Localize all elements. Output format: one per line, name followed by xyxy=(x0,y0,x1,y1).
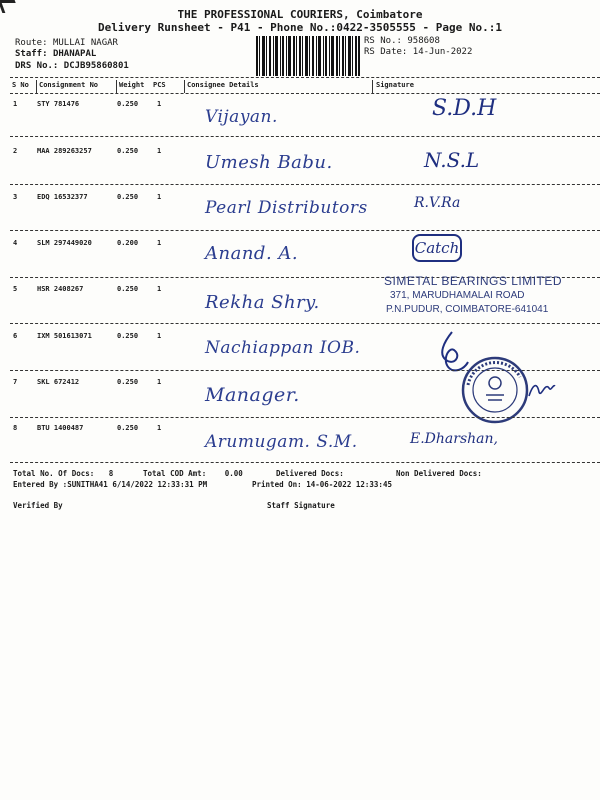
col-divider xyxy=(36,80,37,93)
entered-by-label: Entered By : xyxy=(13,480,68,489)
row-sno: 6 xyxy=(13,332,18,340)
col-divider xyxy=(116,80,117,93)
row-weight: 0.250 xyxy=(117,424,139,432)
row-consignee: Umesh Babu. xyxy=(205,152,333,173)
col-header-consignee: Consignee Details xyxy=(187,81,259,89)
row-weight: 0.250 xyxy=(117,285,139,293)
row-rule xyxy=(10,184,600,185)
row-signature: E.Dharshan, xyxy=(410,431,498,447)
row-pcs: 1 xyxy=(157,100,162,108)
row-weight: 0.200 xyxy=(117,239,139,247)
row-sno: 7 xyxy=(13,378,18,386)
route-value: MULLAI NAGAR xyxy=(52,38,118,48)
row-pcs: 1 xyxy=(157,147,162,155)
row-signature: Catch xyxy=(412,234,462,262)
row-pcs: 1 xyxy=(157,239,162,247)
row-consignment: HSR 2408267 xyxy=(37,285,84,293)
runsheet-subtitle: Delivery Runsheet - P41 - Phone No.:0422-3505555 - Page No.:1 xyxy=(98,21,502,34)
total-docs xyxy=(13,469,113,478)
printed-on-value: 14-06-2022 12:33:45 xyxy=(306,480,392,489)
row-consignment: SKL 672412 xyxy=(37,378,80,386)
staff-value: DHANAPAL xyxy=(52,49,97,59)
rs-no-value: 958608 xyxy=(407,36,440,46)
round-seal-icon xyxy=(460,355,530,425)
col-header-sno: S No xyxy=(12,81,29,89)
row-consignee: Manager. xyxy=(205,384,300,406)
barcode xyxy=(256,36,360,76)
row-consignee: Nachiappan IOB. xyxy=(205,338,361,358)
row-consignee: Arumugam. S.M. xyxy=(205,432,358,452)
row-signature: R.V.Ra xyxy=(414,195,461,211)
row-weight: 0.250 xyxy=(117,378,139,386)
company-stamp xyxy=(380,272,600,327)
cod-amount xyxy=(143,469,243,478)
row-weight: 0.250 xyxy=(117,332,139,340)
row-signature: N.S.L xyxy=(424,148,480,172)
row-consignee: Vijayan. xyxy=(205,107,278,127)
row-weight: 0.250 xyxy=(117,100,139,108)
row-consignee: Pearl Distributors xyxy=(205,198,368,218)
row-rule xyxy=(10,230,600,231)
rs-no-label: RS No.: xyxy=(364,36,402,46)
row-signature: S.D.H xyxy=(432,96,497,121)
row-pcs: 1 xyxy=(157,285,162,293)
row-consignment: BTU 1400487 xyxy=(37,424,84,432)
row-consignment: MAA 289263257 xyxy=(37,147,92,155)
rs-date-line xyxy=(364,47,472,57)
rs-no-line xyxy=(364,36,440,46)
scribble-signature-icon xyxy=(527,378,557,402)
stamp-line-3: P.N.PUDUR, COIMBATORE-641041 xyxy=(386,304,549,315)
drs-value: DCJB95860801 xyxy=(63,61,129,71)
rs-date-value: 14-Jun-2022 xyxy=(412,47,473,57)
row-pcs: 1 xyxy=(157,424,162,432)
delivered-docs: Delivered Docs: xyxy=(276,469,344,478)
row-sno: 1 xyxy=(13,100,18,108)
row-consignee: Anand. A. xyxy=(205,243,299,264)
rs-date-label: RS Date: xyxy=(364,47,408,57)
printed-on xyxy=(252,480,392,489)
company-title: THE PROFESSIONAL COURIERS, Coimbatore xyxy=(177,8,423,21)
row-weight: 0.250 xyxy=(117,193,139,201)
stamp-line-1: SIMETAL BEARINGS LIMITED xyxy=(384,274,563,288)
row-consignment: IXM 501613071 xyxy=(37,332,92,340)
row-consignee: Rekha Shry. xyxy=(205,292,320,313)
cod-label: Total COD Amt: xyxy=(143,469,207,478)
row-sno: 8 xyxy=(13,424,18,432)
row-pcs: 1 xyxy=(157,378,162,386)
entered-by-value: SUNITHA41 6/14/2022 12:33:31 PM xyxy=(67,480,208,489)
route-label: Route: xyxy=(15,38,48,48)
total-docs-label: Total No. Of Docs: xyxy=(13,469,95,478)
col-header-pcs: PCS xyxy=(153,81,166,89)
row-rule xyxy=(10,136,600,137)
header-rule xyxy=(10,93,600,94)
row-weight: 0.250 xyxy=(117,147,139,155)
col-header-signature: Signature xyxy=(376,81,414,89)
row-pcs: 1 xyxy=(157,332,162,340)
row-consignment: EDQ 16532377 xyxy=(37,193,88,201)
staff-label: Staff: xyxy=(15,49,48,59)
row-rule xyxy=(10,417,600,418)
printed-on-label: Printed On: xyxy=(252,480,302,489)
row-sno: 5 xyxy=(13,285,18,293)
row-pcs: 1 xyxy=(157,193,162,201)
row-sno: 3 xyxy=(13,193,18,201)
stamp-line-2: 371, MARUDHAMALAI ROAD xyxy=(390,290,525,301)
drs-line xyxy=(15,61,129,71)
col-divider xyxy=(372,80,373,93)
verified-by: Verified By xyxy=(13,501,63,510)
non-delivered-docs: Non Delivered Docs: xyxy=(396,469,482,478)
staff-line xyxy=(15,49,96,59)
staff-signature: Staff Signature xyxy=(267,501,335,510)
row-sno: 4 xyxy=(13,239,18,247)
cod-value: 0.00 xyxy=(224,469,243,478)
total-docs-value: 8 xyxy=(108,469,114,478)
row-consignment: STY 781476 xyxy=(37,100,80,108)
col-divider xyxy=(184,80,185,93)
drs-label: DRS No.: xyxy=(15,61,59,71)
table-top-rule xyxy=(10,77,600,78)
entered-by xyxy=(13,480,207,489)
row-consignment: SLM 297449020 xyxy=(37,239,92,247)
route-line xyxy=(15,38,118,48)
col-header-weight: Weight xyxy=(119,81,145,89)
table-bottom-rule xyxy=(10,462,600,463)
row-rule xyxy=(10,323,600,324)
col-header-consignment: Consignment No xyxy=(39,81,99,89)
row-sno: 2 xyxy=(13,147,18,155)
